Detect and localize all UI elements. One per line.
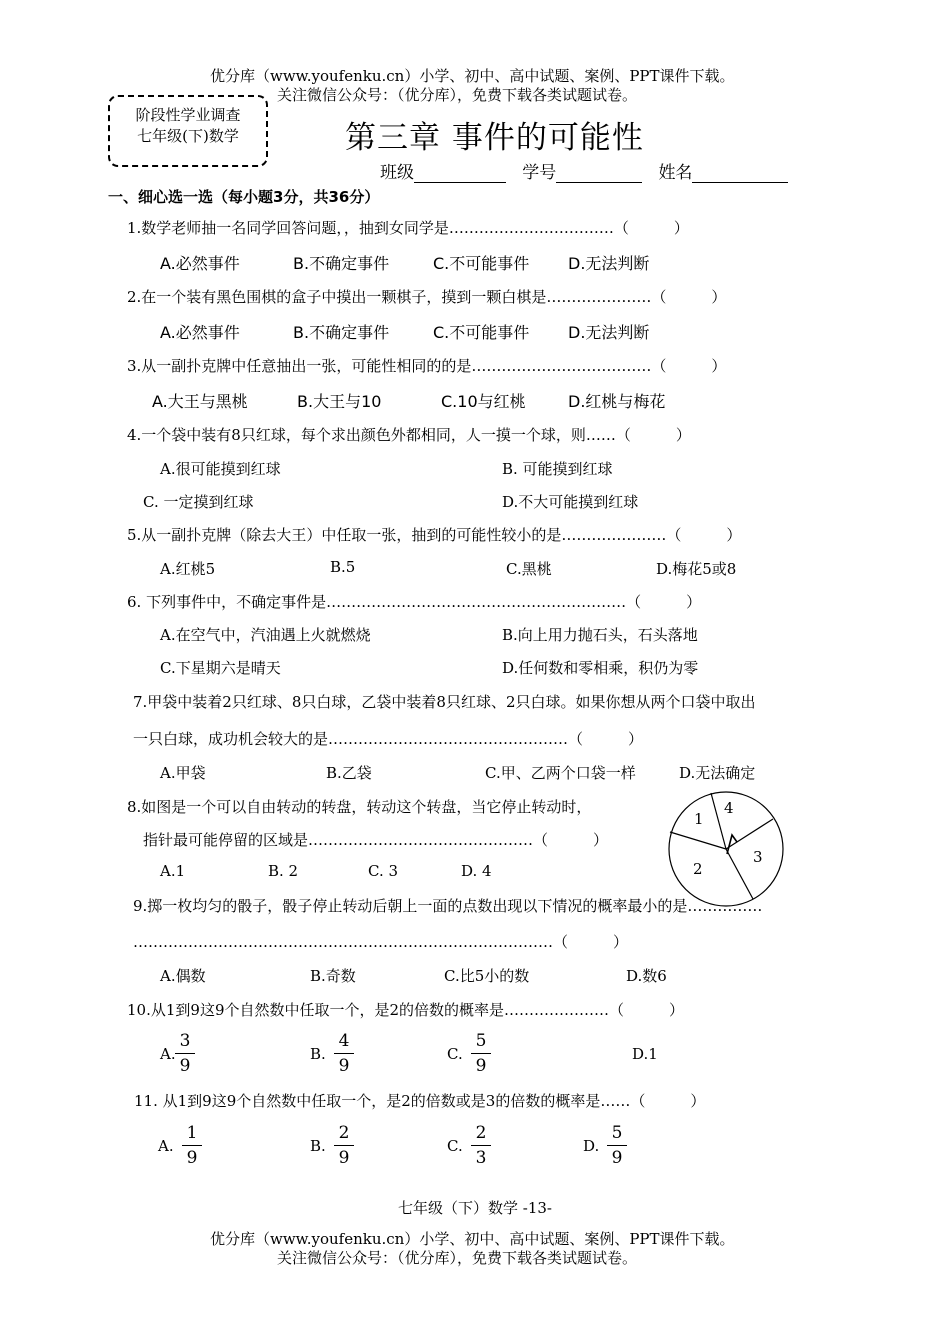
denominator: 9 [338, 1056, 350, 1076]
q6-option-c[interactable]: C.下星期六是晴天 [160, 659, 281, 677]
page-number: 七年级（下）数学 -13- [398, 1199, 552, 1217]
q11-option-a-label[interactable]: A. [158, 1137, 174, 1155]
q6-option-d[interactable]: D.任何数和零相乘，积仍为零 [502, 659, 699, 677]
question-6-stem: 6. 下列事件中，不确定事件是……………………………………………………（ ） [127, 593, 702, 611]
numerator: 2 [475, 1123, 487, 1143]
q8-option-c[interactable]: C. 3 [368, 862, 399, 880]
q7-option-b[interactable]: B.乙袋 [326, 764, 372, 782]
q10-option-a-fraction[interactable] [175, 1031, 195, 1076]
q4-option-d[interactable]: D.不大可能摸到红球 [502, 493, 639, 511]
denominator: 3 [475, 1148, 487, 1168]
q4-option-b[interactable]: B. 可能摸到红球 [502, 460, 613, 478]
question-8-stem-line-1: 8.如图是一个可以自由转动的转盘，转动这个转盘，当它停止转动时， [127, 798, 592, 816]
q9-option-b[interactable]: B.奇数 [310, 967, 356, 985]
q4-option-a[interactable]: A.很可能摸到红球 [160, 460, 281, 478]
q11-option-d-label[interactable]: D. [583, 1137, 600, 1155]
denominator: 9 [186, 1148, 198, 1168]
q1-option-a[interactable]: A.必然事件 [160, 254, 240, 273]
question-3-stem: 3.从一副扑克牌中任意抽出一张，可能性相同的的是………………………………（ ） [127, 357, 727, 375]
numerator: 4 [338, 1031, 350, 1051]
q1-option-c[interactable]: C.不可能事件 [433, 254, 530, 273]
question-2-stem: 2.在一个装有黑色围棋的盒子中摸出一颗棋子，摸到一颗白棋是…………………（ ） [127, 288, 727, 306]
course-info-box [108, 95, 268, 167]
section-heading: 一、细心选一选（每小题3分，共36分） [108, 188, 380, 206]
q7-option-c[interactable]: C.甲、乙两个口袋一样 [485, 764, 636, 782]
question-8-stem-line-2: 指针最可能停留的区域是………………………………………（ ） [143, 831, 609, 849]
box-line-2: 七年级(下)数学 [137, 127, 239, 145]
spinner-divider [726, 849, 753, 899]
footer-line-2: 关注微信公众号：（优分库），免费下载各类试题试卷。 [277, 1249, 638, 1267]
q8-option-d[interactable]: D. 4 [461, 862, 492, 880]
number-blank[interactable] [556, 182, 642, 183]
q10-option-a-label[interactable]: A. [160, 1045, 176, 1063]
q11-option-c-fraction[interactable] [471, 1123, 491, 1168]
q8-option-b[interactable]: B. 2 [268, 862, 299, 880]
question-5-stem: 5.从一副扑克牌（除去大王）中任取一张，抽到的可能性较小的是…………………（ ） [127, 526, 742, 544]
q5-option-a[interactable]: A.红桃5 [160, 560, 216, 578]
denominator: 9 [179, 1056, 191, 1076]
denominator: 9 [338, 1148, 350, 1168]
q11-option-b-fraction[interactable] [334, 1123, 354, 1168]
question-11-stem: 11. 从1到9这9个自然数中任取一个，是2的倍数或是3的倍数的概率是……（ ） [134, 1092, 706, 1110]
name-blank[interactable] [692, 182, 788, 183]
class-label: 班级 [380, 163, 414, 183]
spinner-divider [726, 819, 773, 849]
q10-option-d[interactable]: D.1 [632, 1045, 658, 1063]
box-line-1: 阶段性学业调查 [135, 106, 241, 124]
question-7-stem-line-2: 一只白球，成功机会较大的是…………………………………………（ ） [133, 730, 644, 748]
q1-option-d[interactable]: D.无法判断 [568, 254, 650, 273]
question-4-stem: 4.一个袋中装有8只红球，每个求出颜色外都相同，人一摸一个球，则……（ ） [127, 426, 691, 444]
numerator: 5 [611, 1123, 623, 1143]
q6-option-a[interactable]: A.在空气中，汽油遇上火就燃烧 [160, 626, 371, 644]
name-label: 姓名 [658, 163, 693, 183]
spinner-label-2: 2 [693, 860, 703, 878]
q11-option-b-label[interactable]: B. [310, 1137, 326, 1155]
page-title: 第三章 事件的可能性 [345, 120, 644, 156]
q9-option-a[interactable]: A.偶数 [160, 967, 206, 985]
q5-option-b[interactable]: B.5 [330, 558, 356, 576]
spinner-divider [670, 832, 726, 849]
question-1-stem: 1.数学老师抽一名同学回答问题，，抽到女同学是……………………………（ ） [127, 219, 689, 237]
q7-option-a[interactable]: A.甲袋 [160, 764, 206, 782]
numerator: 1 [186, 1123, 198, 1143]
q6-option-b[interactable]: B.向上用力抛石头，石头落地 [502, 626, 698, 644]
footer-line-1: 优分库（www.youfenku.cn）小学、初中、高中试题、案例、PPT课件下载。 [210, 1230, 735, 1248]
question-10-stem: 10.从1到9这9个自然数中任取一个，是2的倍数的概率是…………………（ ） [127, 1001, 685, 1019]
q2-option-b[interactable]: B.不确定事件 [293, 323, 390, 342]
q3-option-d[interactable]: D.红桃与梅花 [568, 392, 666, 411]
spinner-label-3: 3 [753, 848, 763, 866]
header-line-2: 关注微信公众号：（优分库），免费下载各类试题试卷。 [277, 86, 638, 104]
q2-option-a[interactable]: A.必然事件 [160, 323, 240, 342]
student-info-line [380, 158, 788, 183]
q10-option-c-label[interactable]: C. [447, 1045, 463, 1063]
q9-option-c[interactable]: C.比5小的数 [444, 967, 530, 985]
question-9-stem-line-2: …………………………………………………………………………（ ） [133, 933, 629, 951]
q11-option-d-fraction[interactable] [607, 1123, 627, 1168]
q2-option-d[interactable]: D.无法判断 [568, 323, 650, 342]
q5-option-d[interactable]: D.梅花5或8 [656, 560, 737, 578]
spinner-figure [665, 788, 790, 908]
number-label: 学号 [522, 163, 557, 183]
spinner-label-1: 1 [694, 810, 704, 828]
q3-option-b[interactable]: B.大王与10 [297, 392, 382, 411]
numerator: 2 [338, 1123, 350, 1143]
q11-option-c-label[interactable]: C. [447, 1137, 463, 1155]
q11-option-a-fraction[interactable] [182, 1123, 202, 1168]
q10-option-b-fraction[interactable] [334, 1031, 354, 1076]
q9-option-d[interactable]: D.数6 [626, 967, 667, 985]
numerator: 3 [179, 1031, 191, 1051]
denominator: 9 [611, 1148, 623, 1168]
question-7-stem-line-1: 7.甲袋中装着2只红球、8只白球，乙袋中装着8只红球、2只白球。如果你想从两个口袋中取出 [133, 693, 756, 711]
header-line-1: 优分库（www.youfenku.cn）小学、初中、高中试题、案例、PPT课件下载。 [210, 67, 735, 85]
q5-option-c[interactable]: C.黑桃 [506, 560, 552, 578]
denominator: 9 [475, 1056, 487, 1076]
q8-option-a[interactable]: A.1 [160, 862, 186, 880]
q10-option-c-fraction[interactable] [471, 1031, 491, 1076]
numerator: 5 [475, 1031, 487, 1051]
spinner-label-4: 4 [724, 799, 734, 817]
q2-option-c[interactable]: C.不可能事件 [433, 323, 530, 342]
q10-option-b-label[interactable]: B. [310, 1045, 326, 1063]
q3-option-a[interactable]: A.大王与黑桃 [152, 392, 248, 411]
q1-option-b[interactable]: B.不确定事件 [293, 254, 390, 273]
q7-option-d[interactable]: D.无法确定 [679, 764, 756, 782]
q3-option-c[interactable]: C.10与红桃 [441, 392, 526, 411]
class-blank[interactable] [414, 182, 506, 183]
q4-option-c[interactable]: C. 一定摸到红球 [143, 493, 254, 511]
question-9-stem-line-1: 9.掷一枚均匀的骰子，骰子停止转动后朝上一面的点数出现以下情况的概率最小的是…………… [133, 897, 763, 915]
